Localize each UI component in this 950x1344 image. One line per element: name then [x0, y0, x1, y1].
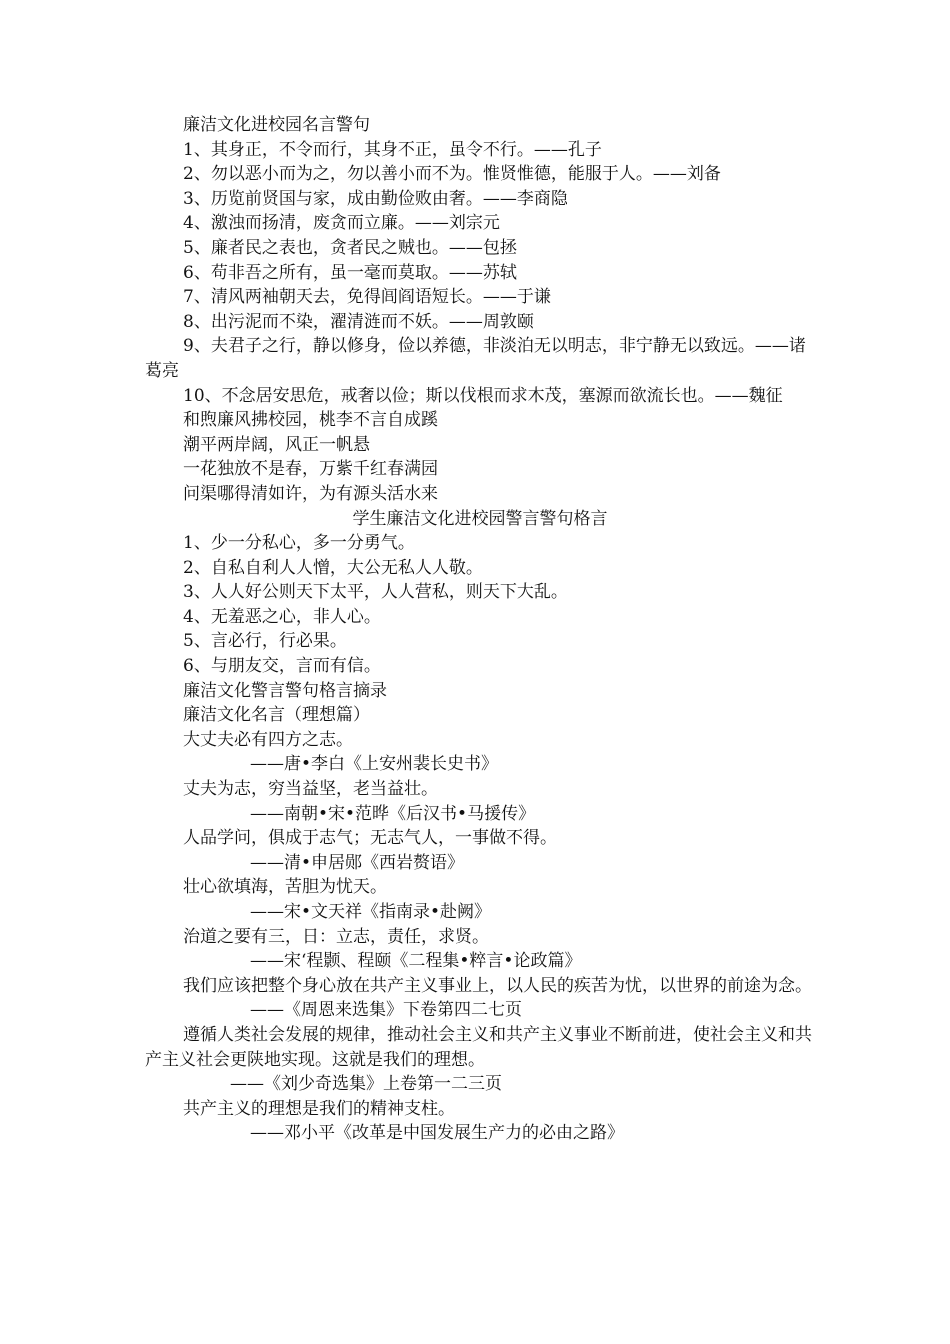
quote-item: 4、无羞恶之心，非人心。	[183, 606, 381, 627]
quote-item: 10、不念居安思危，戒奢以俭；斯以伐根而求木茂，塞源而欲流长也。——魏征	[183, 385, 783, 406]
quote-item: 9、夫君子之行，静以修身，俭以养德，非淡泊无以明志，非宁静无以致远。——诸葛亮	[145, 336, 806, 381]
verse-line: 问渠哪得清如许，为有源头活水来	[183, 483, 438, 504]
heading-student-quotes: 学生廉洁文化进校园警言警句格言	[352, 508, 608, 529]
entry-text: 我们应该把整个身心放在共产主义事业上，以人民的疾苦为忧，以世界的前途为念。	[183, 975, 812, 996]
quote-item: 6、苟非吾之所有，虽一毫而莫取。——苏轼	[183, 262, 517, 283]
quote-item: 7、清风两袖朝天去，免得闾阎语短长。——于谦	[183, 287, 551, 308]
quote-item: 3、历览前贤国与家，成由勤俭败由奢。——李商隐	[183, 188, 568, 209]
heading-ideals: 廉洁文化名言（理想篇）	[183, 705, 370, 726]
quote-item: 6、与朋友交，言而有信。	[183, 656, 381, 677]
document-body	[145, 113, 815, 1146]
verse-line: 和煦廉风拂校园，桃李不言自成蹊	[183, 410, 438, 431]
quote-item: 5、廉者民之表也，贪者民之贼也。——包拯	[183, 237, 517, 258]
heading-excerpts: 廉洁文化警言警句格言摘录	[183, 680, 387, 701]
heading-campus-quotes: 廉洁文化进校园名言警句	[183, 115, 370, 135]
entry-text: 丈夫为志，穷当益坚，老当益壮。	[183, 779, 438, 800]
entry-source: ——唐•李白《上安州裴长史书》	[250, 754, 499, 775]
quote-item: 1、少一分私心，多一分勇气。	[183, 533, 415, 554]
quote-item: 1、其身正，不令而行，其身不正，虽令不行。——孔子	[183, 139, 602, 160]
quote-item: 4、激浊而扬清，废贪而立廉。——刘宗元	[183, 213, 500, 234]
verse-line: 潮平两岸阔，风正一帆悬	[183, 434, 370, 455]
entry-text: 共产主义的理想是我们的精神支柱。	[183, 1098, 455, 1119]
entry-source: ——南朝•宋•范晔《后汉书•马援传》	[250, 803, 536, 824]
quote-item: 8、出污泥而不染，濯清涟而不妖。——周敦颐	[183, 311, 534, 332]
entry-text: 壮心欲填海，苦胆为忧天。	[183, 877, 387, 898]
quote-item: 5、言必行，行必果。	[183, 631, 347, 652]
entry-text: 遵循人类社会发展的规律，推动社会主义和共产主义事业不断前进，使社会主义和共产主义社会更陕地实现。这就是我们的理想。	[145, 1024, 812, 1070]
quote-item: 3、人人好公则天下太平，人人营私，则天下大乱。	[183, 582, 568, 603]
entry-text: 治道之要有三，日：立志，责任，求贤。	[183, 926, 489, 947]
entry-source: ——宋‘程颢、程颐《二程集•粹言•论政篇》	[250, 951, 582, 972]
quote-item: 2、勿以恶小而为之，勿以善小而不为。惟贤惟德，能服于人。——刘备	[183, 164, 721, 185]
entry-source: ——邓小平《改革是中国发展生产力的必由之路》	[250, 1123, 624, 1144]
quote-item: 2、自私自利人人憎，大公无私人人敬。	[183, 557, 483, 578]
entry-source: ——《周恩来选集》下卷第四二七页	[250, 1000, 522, 1021]
entry-source: ——宋•文天祥《指南录•赴阙》	[250, 902, 492, 922]
entry-source: ——《刘少奇选集》上卷第一二三页	[230, 1074, 502, 1095]
verse-line: 一花独放不是春，万紫千红春满园	[183, 459, 438, 480]
entry-text: 人品学问，俱成于志气；无志气人，一事做不得。	[183, 828, 557, 849]
entry-text: 大丈夫必有四方之志。	[183, 729, 353, 750]
entry-source: ——清•申居郧《西岩赘语》	[250, 852, 465, 873]
